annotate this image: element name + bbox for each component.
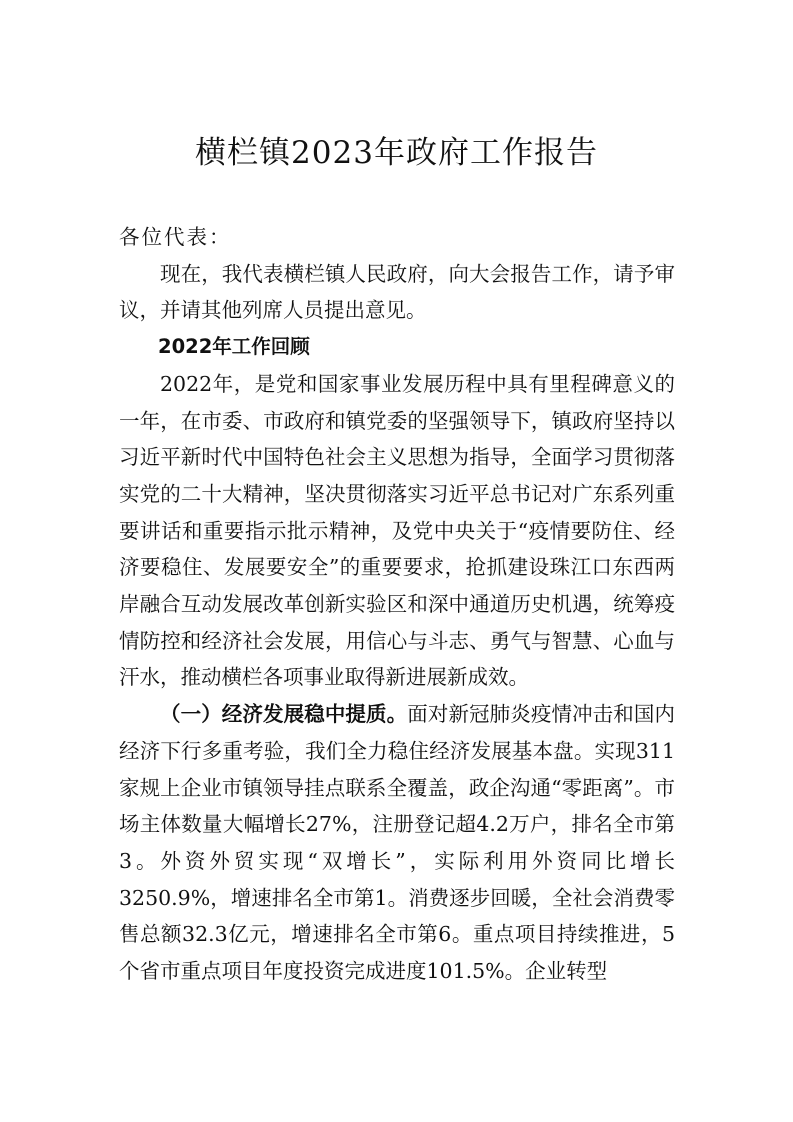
salutation: 各位代表：: [119, 225, 232, 249]
review-paragraph: 2022年，是党和国家事业发展历程中具有里程碑意义的一年，在市委、市政府和镇党委的坚强领导下，镇政府坚持以习近平新时代中国特色社会主义思想为指导，全面学习贯彻落实党的二十大精神，坚决贯彻落实习近平总书记对广东系列重要讲话和重要指示批示精神，及党中央关于“疫情要防住、经济要稳住、发展要安全”的重要要求，抢抓建设珠江口东西两岸融合互动发展改革创新实验区和深中通道历史机遇，统筹疫情防控和经济社会发展，用信心与斗志、勇气与智慧、心血与汗水，推动横栏各项事业取得新进展新成效。: [119, 371, 675, 690]
intro-paragraph: 现在，我代表横栏镇人民政府，向大会报告工作，请予审议，并请其他列席人员提出意见。: [119, 261, 675, 323]
document-body: [119, 219, 675, 990]
economy-paragraph: [119, 696, 675, 990]
document-title: 横栏镇2023年政府工作报告: [195, 135, 598, 171]
economy-lead: （一）经济发展稳中提质。: [160, 702, 408, 727]
section-heading: 2022年工作回顾: [158, 335, 310, 359]
economy-body: 面对新冠肺炎疫情冲击和国内经济下行多重考验，我们全力稳住经济发展基本盘。实现311家规上企业市镇领导挂点联系全覆盖，政企沟通“零距离”。市场主体数量大幅增长27%，注册登记超4.2万户，排名全市第3。外资外贸实现“双增长”，实际利用外资同比增长3250.9%，增速排名全市第1。消费逐步回暖，全社会消费零售总额32.3亿元，增速排名全市第6。重点项目持续推进，5个省市重点项目年度投资完成进度101.5%。企业转型: [119, 702, 675, 984]
